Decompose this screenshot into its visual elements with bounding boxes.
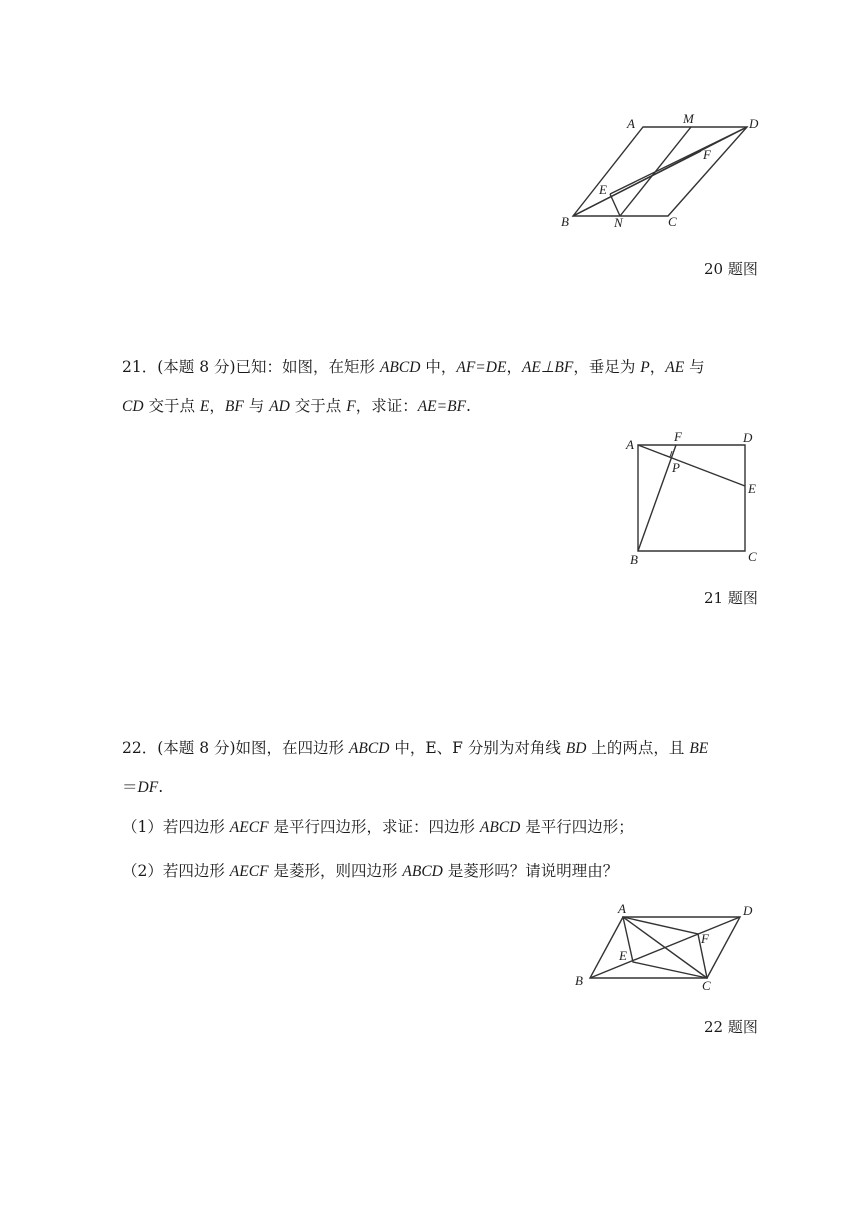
figure-20-caption: 20 题图 — [704, 260, 758, 278]
label-c: C — [748, 549, 757, 564]
rectangle-abcd — [638, 445, 745, 551]
label-a: A — [627, 116, 635, 131]
label-a: A — [626, 437, 634, 452]
label-b: B — [561, 214, 569, 229]
figure-21 — [620, 428, 770, 573]
label-e: E — [619, 948, 627, 963]
label-d: D — [749, 116, 759, 131]
figure-22 — [565, 897, 770, 997]
problem-22-part-2: （2）若四边形 AECF 是菱形，则四边形 ABCD 是菱形吗？请说明理由？ — [122, 862, 619, 880]
label-f: F — [703, 147, 711, 162]
label-c: C — [702, 978, 711, 993]
problem-22-part-1: （1）若四边形 AECF 是平行四边形，求证：四边形 ABCD 是平行四边形； — [122, 818, 634, 836]
figure-20 — [555, 105, 770, 235]
label-p: P — [672, 460, 680, 475]
segment-en — [610, 194, 620, 216]
label-b: B — [630, 552, 638, 567]
label-f: F — [674, 429, 682, 444]
figure-22-caption: 22 题图 — [704, 1018, 758, 1036]
segment-ae — [638, 445, 745, 486]
label-e: E — [599, 182, 607, 197]
label-b: B — [575, 973, 583, 988]
problem-21: 21．(本题 8 分)已知：如图，在矩形 ABCD 中，AF=DE，AE⊥BF，垂足为 P，AE 与 CD 交于点 E，BF 与 AD 交于点 F，求证：AE=BF. — [122, 358, 705, 415]
label-n: N — [614, 215, 623, 230]
problem-22-statement: 22．(本题 8 分)如图，在四边形 ABCD 中，E、F 分别为对角线 BD 上的两点，且 BE ＝DF. — [122, 739, 709, 796]
label-m: M — [683, 111, 694, 126]
label-f: F — [701, 931, 709, 946]
label-c: C — [668, 214, 677, 229]
segment-ed — [610, 127, 747, 194]
label-d: D — [743, 903, 753, 918]
figure-21-caption: 21 题图 — [704, 589, 758, 607]
label-e: E — [748, 481, 756, 496]
label-d: D — [743, 430, 753, 445]
segment-bf — [573, 151, 701, 216]
segment-bf — [638, 445, 676, 551]
label-a: A — [618, 901, 626, 916]
